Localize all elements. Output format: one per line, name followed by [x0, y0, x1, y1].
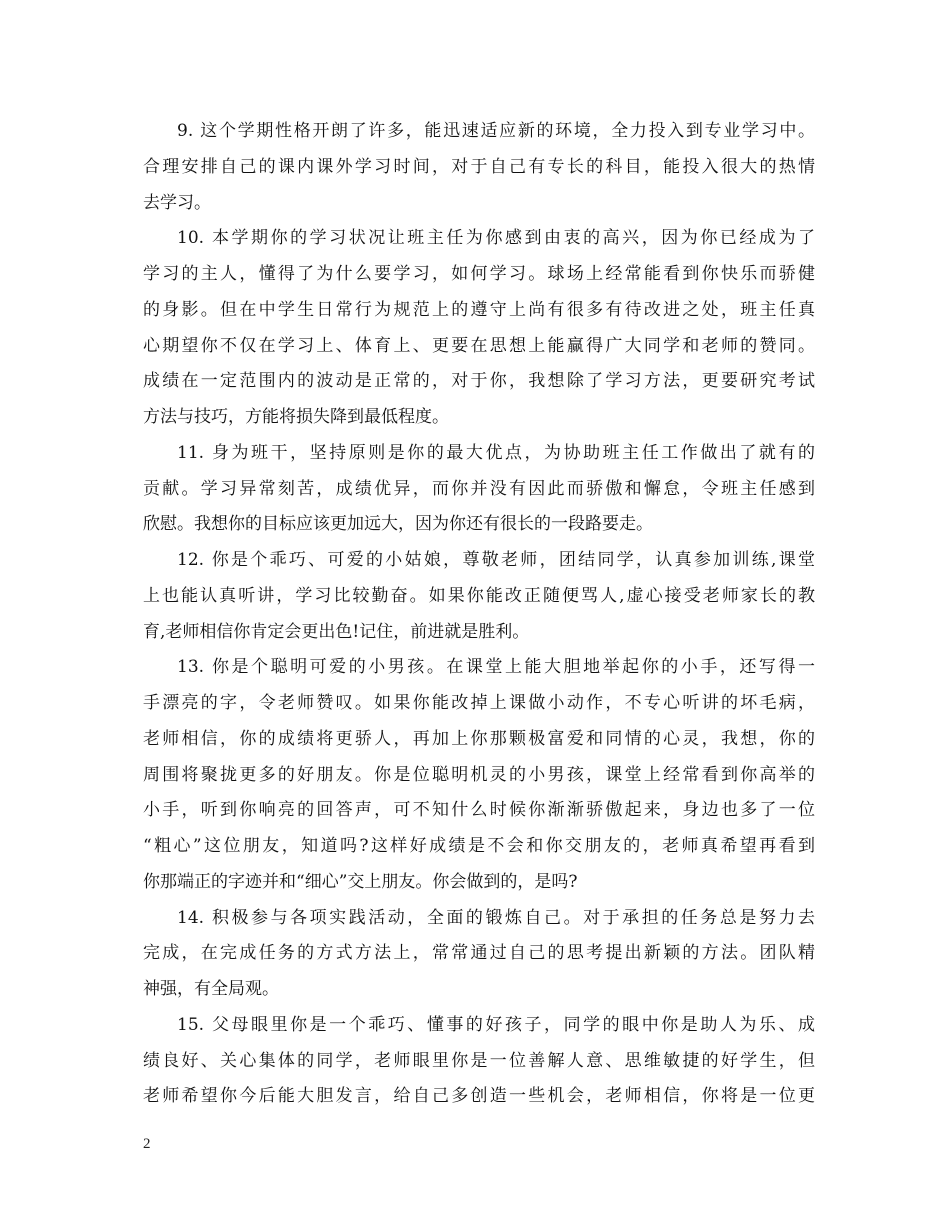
paragraph-line: 心期望你不仅在学习上、体育上、更要在思想上能赢得广大同学和老师的赞同。: [143, 335, 815, 356]
paragraph-line: 15. 父母眼里你是一个乖巧、懂事的好孩子，同学的眼中你是助人为乐、成: [177, 1014, 815, 1035]
paragraph-line: 周围将聚拢更多的好朋友。你是位聪明机灵的小男孩，课堂上经常看到你高举的: [143, 764, 815, 785]
paragraph-line: 合理安排自己的课内课外学习时间，对于自己有专长的科目，能投入很大的热情: [143, 156, 815, 177]
paragraph-line: 去学习。: [143, 192, 211, 213]
paragraph-line: 绩良好、关心集体的同学，老师眼里你是一位善解人意、思维敏捷的好学生，但: [143, 1050, 815, 1071]
page-number: 2: [143, 1136, 151, 1152]
paragraph-line: “粗心”这位朋友，知道吗?这样好成绩是不会和你交朋友的，老师真希望再看到: [143, 836, 815, 856]
paragraph-line: 手漂亮的字，令老师赞叹。如果你能改掉上课做小动作，不专心听讲的坏毛病，: [143, 693, 815, 713]
paragraph-line: 11. 身为班干，坚持原则是你的最大优点，为协助班主任工作做出了就有的: [177, 442, 815, 463]
paragraph-10: [143, 221, 815, 436]
paragraph-line: 神强，有全局观。: [143, 979, 279, 999]
paragraph-line: 方法与技巧，方能将损失降到最低程度。: [143, 407, 449, 427]
paragraph-line: 你那端正的字迹并和“细心”交上朋友。你会做到的，是吗?: [143, 871, 578, 892]
paragraph-line: 12. 你是个乖巧、可爱的小姑娘，尊敬老师，团结同学，认真参加训练,课堂: [177, 550, 815, 570]
paragraph-line: 13. 你是个聪明可爱的小男孩。在课堂上能大胆地举起你的小手，还写得一: [177, 657, 815, 678]
paragraph-line: 成绩在一定范围内的波动是正常的，对于你，我想除了学习方法，更要研究考试: [143, 371, 815, 392]
paragraph-12: [143, 543, 815, 650]
paragraph-line: 9. 这个学期性格开朗了许多，能迅速适应新的环境，全力投入到专业学习中。: [177, 121, 815, 141]
paragraph-line: 贡献。学习异常刻苦，成绩优异，而你并没有因此而骄傲和懈怠，令班主任感到: [143, 478, 815, 499]
paragraph-11: [143, 436, 815, 543]
paragraph-line: 育,老师相信你肯定会更出色!记住，前进就是胜利。: [143, 621, 530, 642]
paragraph-line: 老师希望你今后能大胆发言，给自己多创造一些机会，老师相信，你将是一位更: [143, 1086, 815, 1107]
paragraph-9: [143, 114, 815, 221]
paragraph-line: 完成，在完成任务的方式方法上，常常通过自己的思考提出新颖的方法。团队精: [143, 943, 815, 964]
paragraph-line: 老师相信，你的成绩将更骄人，再加上你那颗极富爱和同情的心灵，我想，你的: [143, 728, 815, 749]
paragraph-15: [143, 1008, 815, 1115]
paragraph-line: 10. 本学期你的学习状况让班主任为你感到由衷的高兴，因为你已经成为了: [177, 228, 815, 249]
paragraph-line: 小手，听到你响亮的回答声，可不知什么时候你渐渐骄傲起来，身边也多了一位: [143, 800, 815, 821]
paragraph-line: 的身影。但在中学生日常行为规范上的遵守上尚有很多有待改进之处，班主任真: [143, 299, 815, 320]
paragraph-line: 14. 积极参与各项实践活动，全面的锻炼自己。对于承担的任务总是努力去: [177, 907, 815, 928]
paragraph-line: 上也能认真听讲，学习比较勤奋。如果你能改正随便骂人,虚心接受老师家长的教: [143, 585, 815, 606]
paragraph-line: 欣慰。我想你的目标应该更加远大，因为你还有很长的一段路要走。: [143, 514, 653, 535]
document-body: [143, 114, 815, 1115]
paragraph-13: [143, 650, 815, 900]
paragraph-line: 学习的主人，懂得了为什么要学习，如何学习。球场上经常能看到你快乐而骄健: [143, 264, 815, 284]
paragraph-14: [143, 901, 815, 1008]
